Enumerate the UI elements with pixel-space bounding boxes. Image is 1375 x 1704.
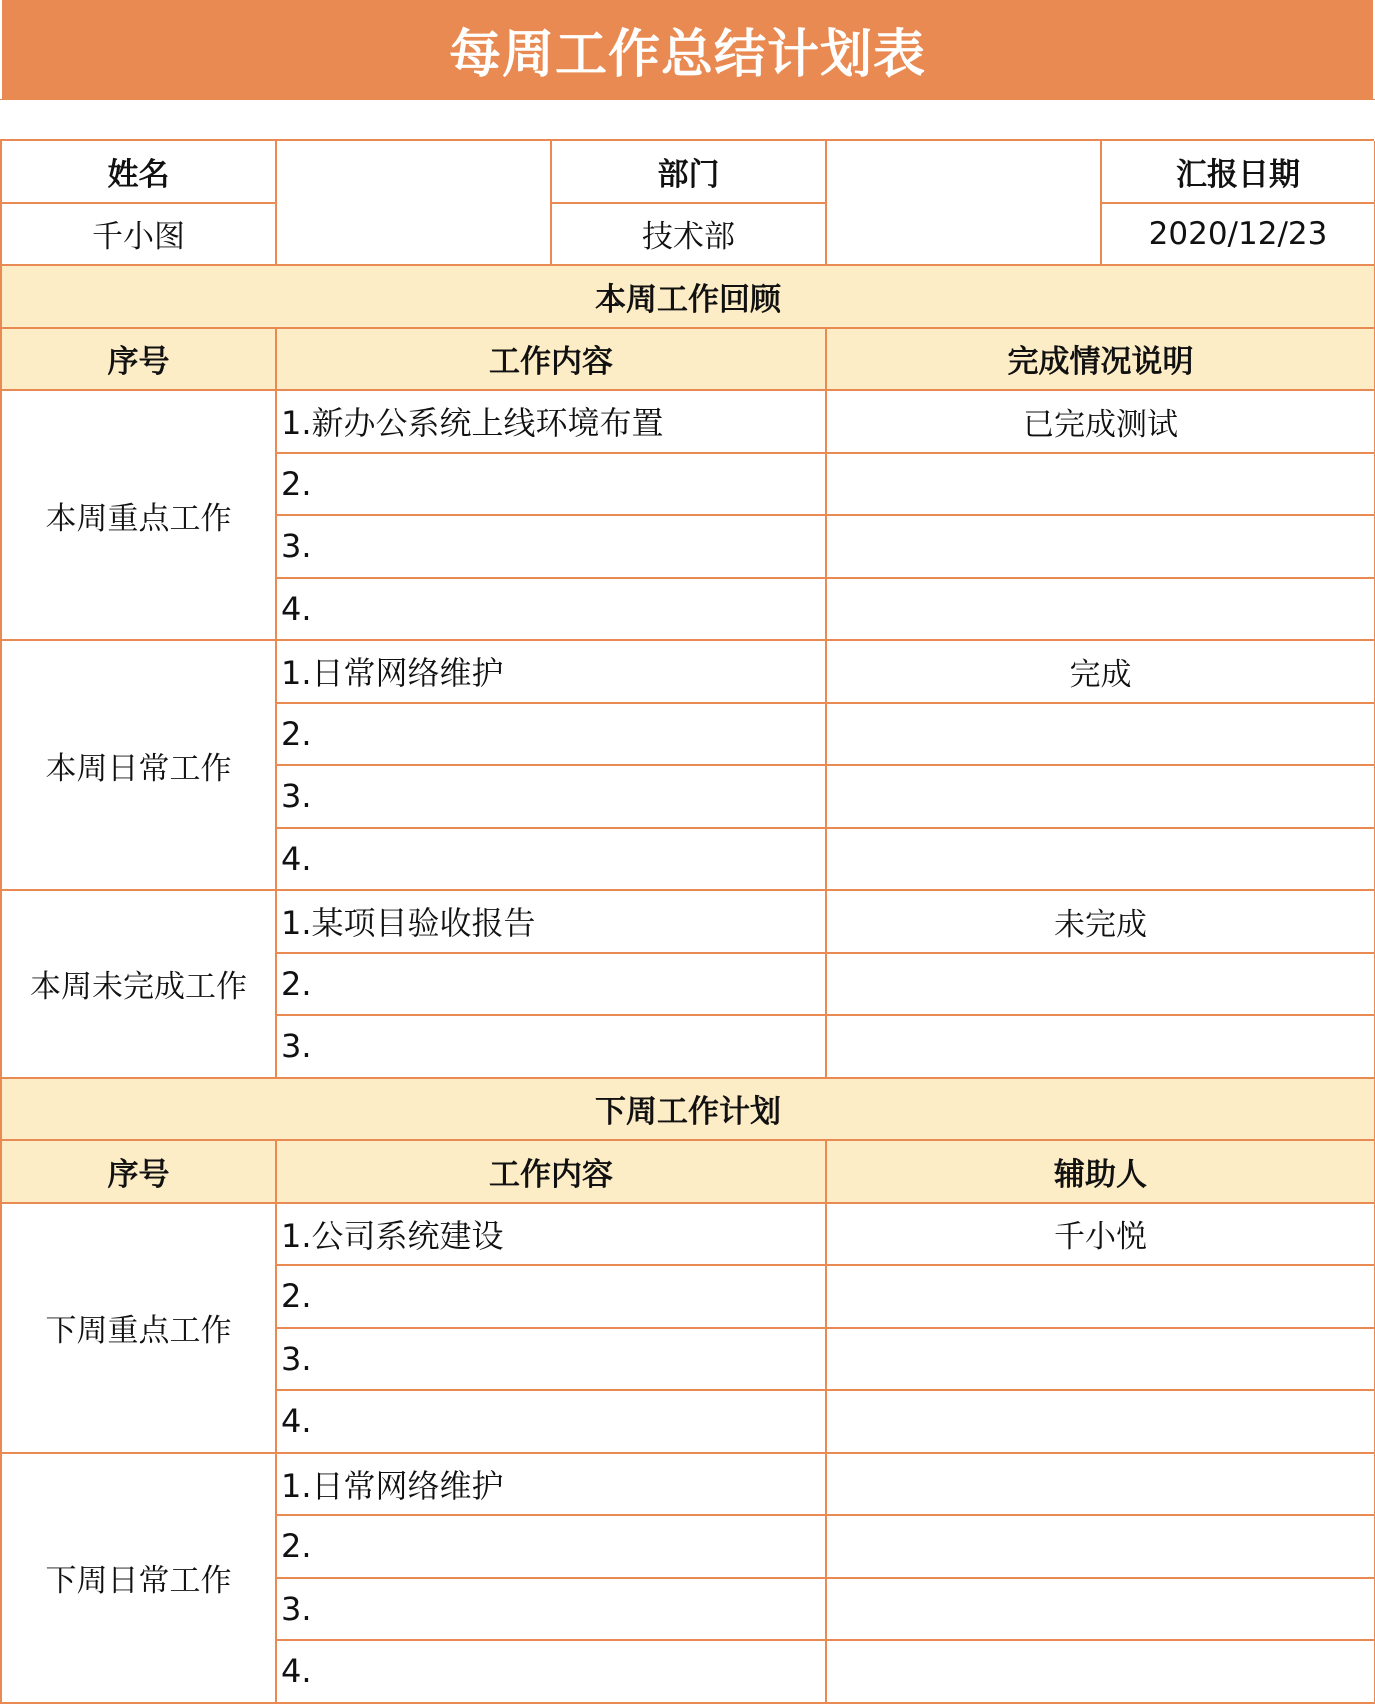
table-row-content[interactable]: 2. — [277, 954, 827, 1017]
review-col-content: 工作内容 — [277, 329, 827, 392]
table-row-status[interactable] — [827, 704, 1375, 767]
table-row-helper[interactable] — [827, 1641, 1375, 1704]
plan-section-title: 下周工作计划 — [2, 1079, 1375, 1142]
table-row-content[interactable]: 1.公司系统建设 — [277, 1204, 827, 1267]
table-row-content[interactable]: 3. — [277, 1329, 827, 1392]
table-row-content[interactable]: 1.某项目验收报告 — [277, 891, 827, 954]
page-title: 每周工作总结计划表 — [2, 0, 1373, 99]
table-row-helper[interactable]: 千小悦 — [827, 1204, 1375, 1267]
table-row-content[interactable]: 2. — [277, 454, 827, 517]
table-row-status[interactable] — [827, 954, 1375, 1017]
table-row-status[interactable] — [827, 829, 1375, 892]
group-label: 本周未完成工作 — [2, 891, 277, 1079]
table-row-status[interactable] — [827, 1016, 1375, 1079]
table-row-content[interactable]: 1.日常网络维护 — [277, 1454, 827, 1517]
name-label: 姓名 — [2, 141, 277, 204]
date-label: 汇报日期 — [1102, 141, 1375, 204]
table-row-helper[interactable] — [827, 1516, 1375, 1579]
table-row-helper[interactable] — [827, 1454, 1375, 1517]
dept-label: 部门 — [552, 141, 827, 204]
table-row-content[interactable]: 2. — [277, 704, 827, 767]
plan-col-seq: 序号 — [2, 1141, 277, 1204]
plan-col-helper: 辅助人 — [827, 1141, 1375, 1204]
title-underline — [0, 99, 1375, 100]
table-row-helper[interactable] — [827, 1266, 1375, 1329]
table-row-content[interactable]: 2. — [277, 1266, 827, 1329]
table-row-content[interactable]: 3. — [277, 1016, 827, 1079]
table-row-status[interactable] — [827, 766, 1375, 829]
review-col-status: 完成情况说明 — [827, 329, 1375, 392]
name-value[interactable]: 千小图 — [2, 204, 277, 267]
table-row-content[interactable]: 4. — [277, 1641, 827, 1704]
table-row-helper[interactable] — [827, 1579, 1375, 1642]
review-section-title: 本周工作回顾 — [2, 266, 1375, 329]
table-row-status[interactable]: 未完成 — [827, 891, 1375, 954]
table-row-content[interactable]: 4. — [277, 829, 827, 892]
date-value[interactable]: 2020/12/23 — [1102, 204, 1375, 267]
group-label: 下周重点工作 — [2, 1204, 277, 1454]
table-row-status[interactable] — [827, 516, 1375, 579]
table-row-helper[interactable] — [827, 1329, 1375, 1392]
group-label: 本周重点工作 — [2, 391, 277, 641]
dept-value[interactable]: 技术部 — [552, 204, 827, 267]
table-row-status[interactable] — [827, 579, 1375, 642]
table-row-status[interactable]: 已完成测试 — [827, 391, 1375, 454]
review-col-seq: 序号 — [2, 329, 277, 392]
table-row-content[interactable]: 3. — [277, 516, 827, 579]
table-row-content[interactable]: 4. — [277, 1391, 827, 1454]
table-row-content[interactable]: 3. — [277, 1579, 827, 1642]
group-label: 下周日常工作 — [2, 1454, 277, 1704]
table-row-content[interactable]: 3. — [277, 766, 827, 829]
table-row-content[interactable]: 2. — [277, 1516, 827, 1579]
table-row-status[interactable]: 完成 — [827, 641, 1375, 704]
table-row-helper[interactable] — [827, 1391, 1375, 1454]
report-table — [0, 139, 1374, 1704]
table-row-content[interactable]: 1.新办公系统上线环境布置 — [277, 391, 827, 454]
plan-col-content: 工作内容 — [277, 1141, 827, 1204]
group-label: 本周日常工作 — [2, 641, 277, 891]
table-row-status[interactable] — [827, 454, 1375, 517]
name-blank-cell[interactable] — [277, 141, 552, 266]
table-row-content[interactable]: 4. — [277, 579, 827, 642]
dept-blank-cell[interactable] — [827, 141, 1102, 266]
table-row-content[interactable]: 1.日常网络维护 — [277, 641, 827, 704]
